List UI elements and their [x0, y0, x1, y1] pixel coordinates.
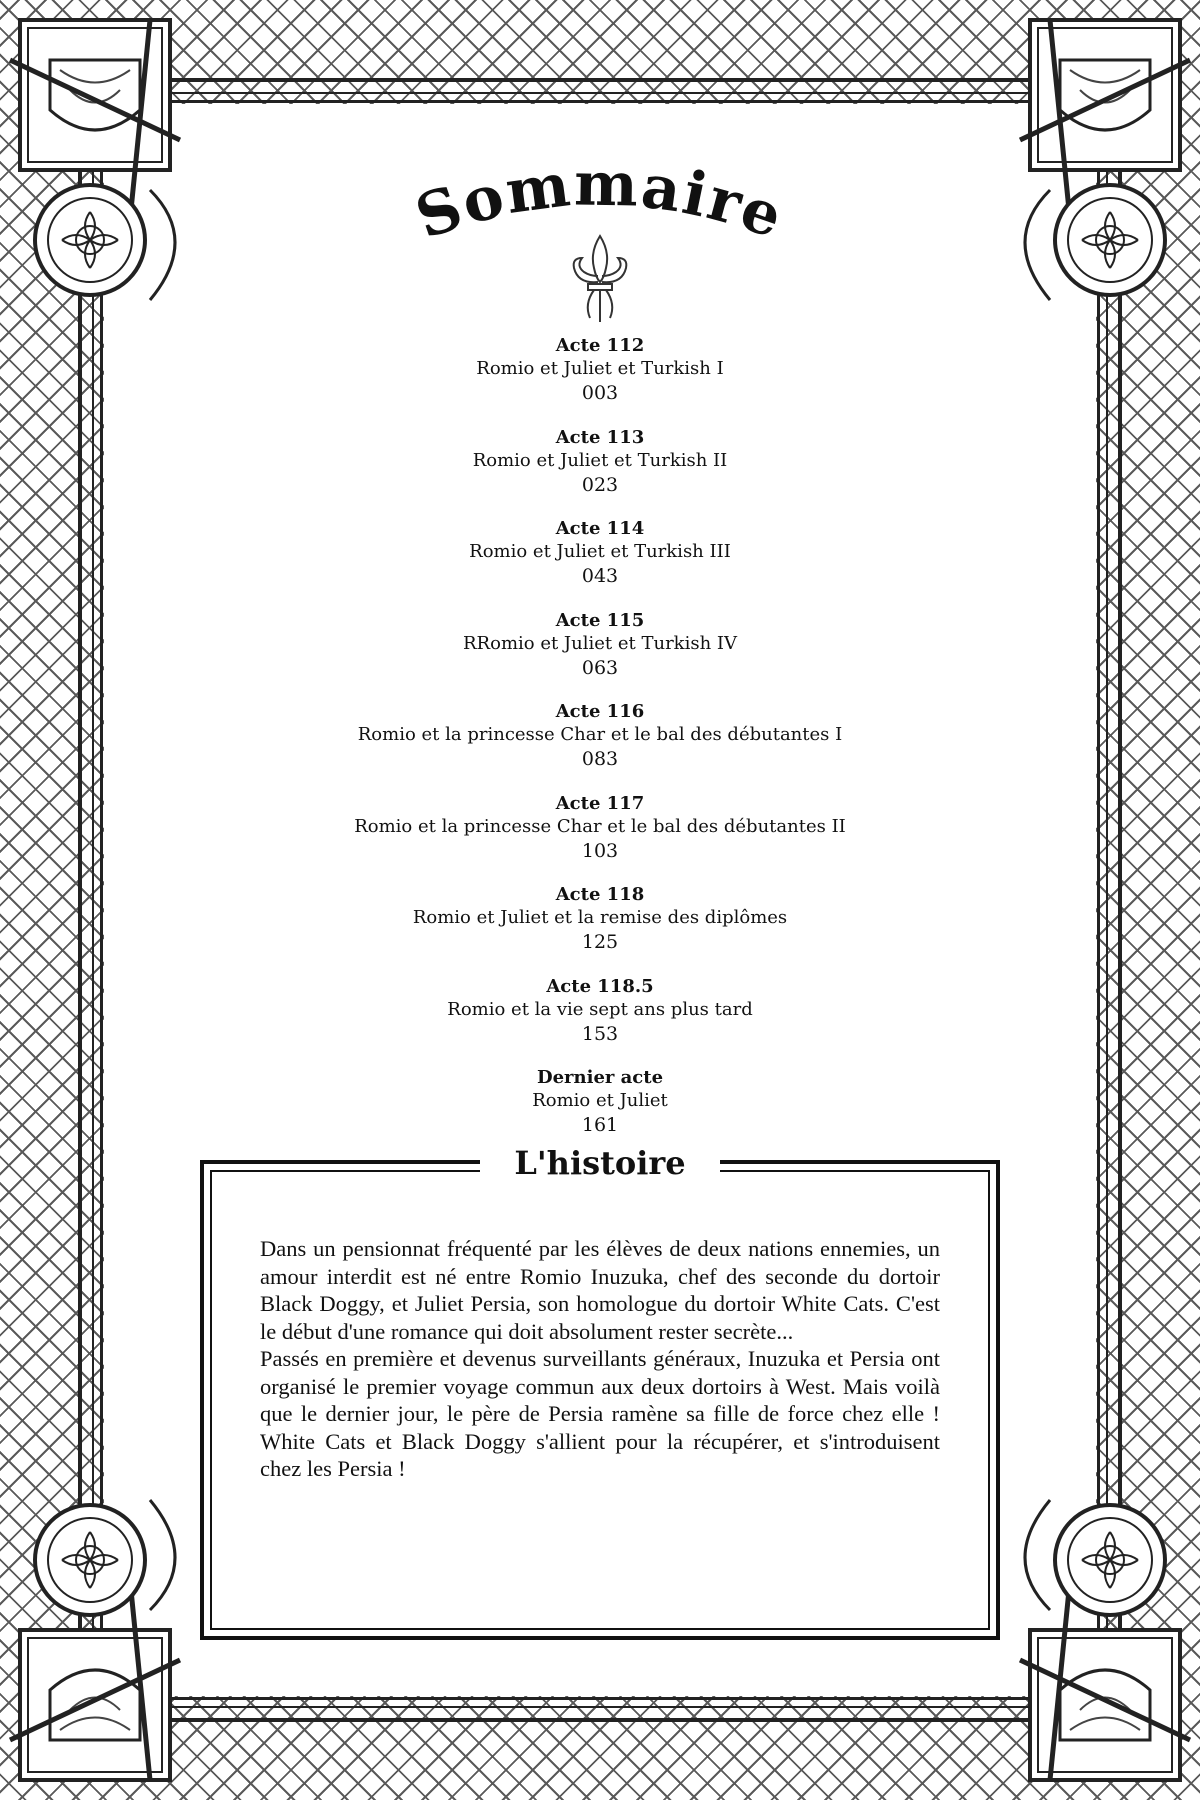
toc-page-number: 153: [581, 1022, 619, 1045]
toc-title: Romio et Juliet et Turkish III: [469, 541, 731, 562]
toc-act: Acte 116: [555, 701, 645, 722]
toc-page-number: 063: [581, 656, 619, 679]
toc-page-number: 043: [581, 565, 619, 587]
toc-entry[interactable]: [250, 517, 950, 609]
corner-ornament-top-right: [1000, 0, 1200, 360]
toc-act: Acte 114: [555, 518, 645, 539]
toc-entry[interactable]: [250, 975, 950, 1067]
toc-title: Romio et la princesse Char et le bal des débutantes I: [357, 724, 843, 745]
toc-title: Romio et la princesse Char et le bal des débutantes II: [354, 815, 846, 837]
fleur-de-lis-icon: [568, 232, 632, 326]
story-paragraph: Dans un pensionnat fréquenté par les élèves de deux nations ennemies, un amour interdit est né entre Romio Inuzuka, chef des seconde du dortoir Black Doggy, et Juliet Persia, son homologue du dortoir White Cats. C'est le début d'une romance qui doit absolument rester secrète...: [260, 1236, 940, 1344]
toc-entry[interactable]: [250, 334, 950, 426]
toc-act: Acte 113: [555, 426, 645, 448]
toc-title: Romio et Juliet: [532, 1090, 668, 1111]
toc-entry[interactable]: [250, 426, 950, 518]
corner-ornament-top-left: [0, 0, 200, 360]
corner-ornament-bottom-right: [1000, 1440, 1200, 1800]
toc-page-number: 161: [581, 1114, 619, 1136]
toc-act: Dernier acte: [536, 1067, 664, 1088]
toc-title: Romio et Juliet et Turkish II: [472, 449, 728, 471]
toc-act: Acte 118: [555, 884, 645, 905]
page-title-text: Sommaire: [407, 150, 793, 254]
corner-ornament-bottom-left: [0, 1440, 200, 1800]
toc-page-number: 103: [581, 839, 619, 862]
toc-act: Acte 117: [555, 792, 645, 814]
story-paragraph: Passés en première et devenus surveillants généraux, Inuzuka et Persia ont organisé le premier voyage commun aux deux dortoirs à West. Mais voilà que le dernier jour, le père de Persia ramène sa fille de force chez elle ! White Cats et Black Doggy s'allient pour la récupérer, et s'introduisent chez les Persia !: [260, 1346, 940, 1481]
toc-act: Acte 115: [555, 609, 645, 631]
story-heading: L'histoire: [480, 1140, 720, 1186]
crest-icon: [0, 1440, 200, 1800]
toc-page-number: 003: [581, 382, 619, 404]
toc-list: [250, 334, 950, 1158]
toc-entry[interactable]: [250, 609, 950, 701]
toc-entry[interactable]: [250, 700, 950, 792]
toc-page-number: 125: [581, 931, 619, 953]
toc-entry[interactable]: [250, 792, 950, 884]
toc-title: Romio et Juliet et Turkish I: [476, 358, 724, 379]
crest-icon: [1000, 0, 1200, 360]
toc-act: Acte 112: [555, 335, 645, 356]
toc-title: RRomio et Juliet et Turkish IV: [463, 632, 737, 654]
toc-page-number: 083: [581, 748, 619, 770]
toc-title: Romio et la vie sept ans plus tard: [447, 998, 753, 1020]
toc-page-number: 023: [581, 473, 619, 496]
toc-title: Romio et Juliet et la remise des diplômes: [412, 907, 788, 928]
toc-act: Acte 118.5: [546, 975, 654, 997]
toc-entry[interactable]: [250, 883, 950, 975]
story-text: [260, 1235, 940, 1483]
crest-icon: [1000, 1440, 1200, 1800]
crest-icon: [0, 0, 200, 360]
